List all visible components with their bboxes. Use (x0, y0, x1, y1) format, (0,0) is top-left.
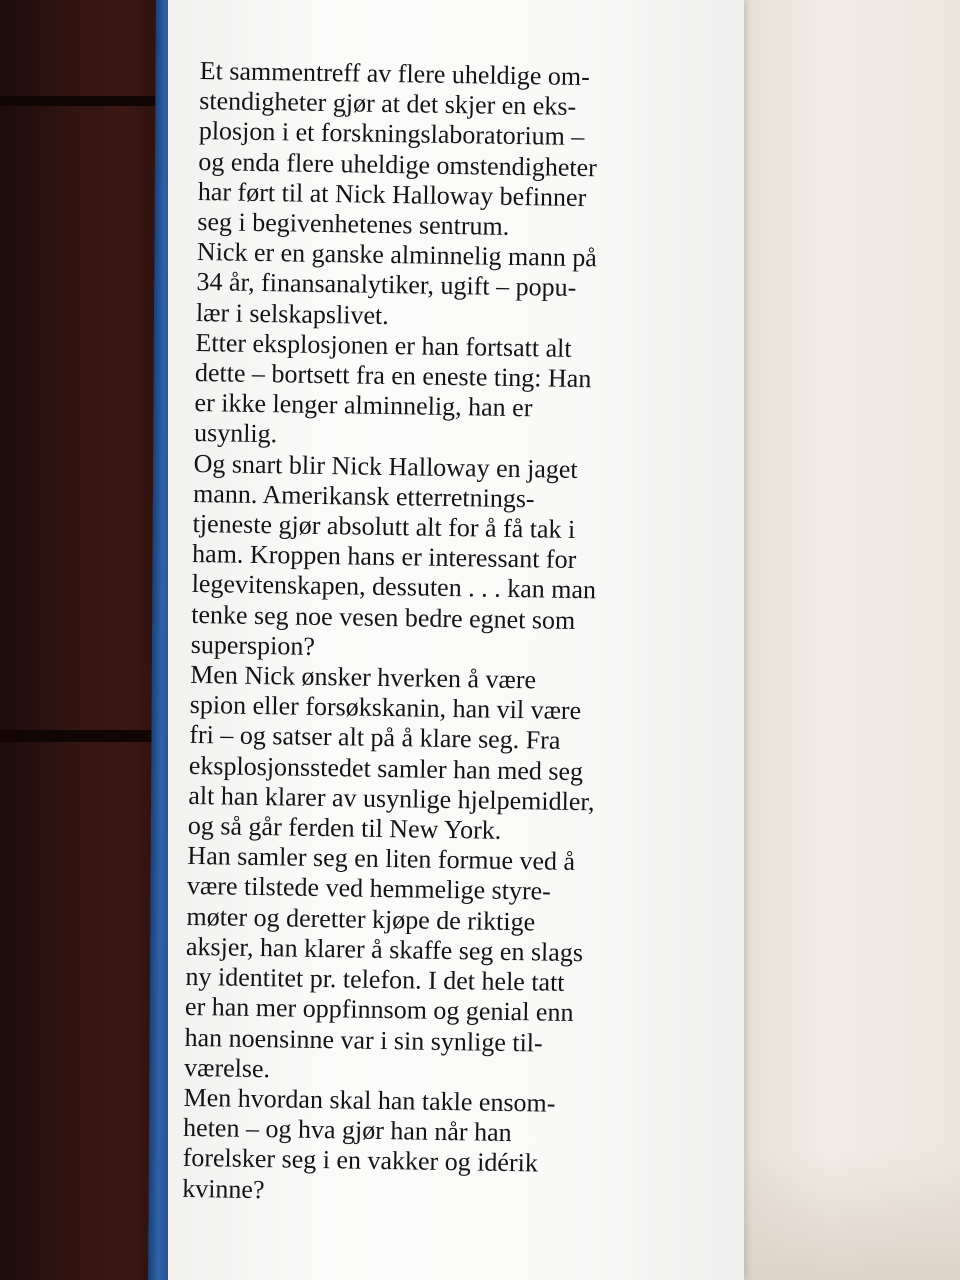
blurb-line: han noensinne var i sin synlige til- (184, 1022, 543, 1058)
blurb-line: forelsker seg i en vakker og idérik (182, 1143, 539, 1178)
blurb-line: ham. Kroppen hans er interessant for (191, 539, 577, 575)
blurb-line: tjeneste gjør absolutt alt for å få tak i (192, 508, 576, 544)
blurb-line: værelse. (183, 1052, 271, 1083)
blurb-line: 34 år, finansanalytiker, ugift – popu- (196, 267, 577, 303)
blurb-line: superspion? (190, 629, 316, 661)
background-wall (740, 0, 960, 1280)
blurb-line: plosjon i et forskningslaboratorium – (198, 116, 585, 152)
blurb-line: Men hvordan skal han takle ensom- (183, 1082, 556, 1118)
blurb-line: dette – bortsett fra en eneste ting: Han (194, 357, 592, 394)
blurb-line: mann. Amerikansk etterretnings- (192, 478, 535, 514)
blurb-line: og så går ferden til New York. (187, 810, 502, 845)
blurb-line: Nick er en ganske alminnelig mann på (196, 237, 598, 273)
blurb-line: lær i selskapslivet. (195, 297, 390, 330)
blurb-line: Men Nick ønsker hverken å være (190, 659, 537, 695)
blurb-line: tenke seg noe vesen bedre egnet som (191, 599, 576, 635)
blurb-line: Et sammentreff av flere uheldige om- (199, 56, 591, 92)
blurb-line: møter og deretter kjøpe de riktige (186, 901, 536, 937)
back-cover-blurb (182, 56, 680, 1211)
blurb-line: eksplosjonsstedet samler han med seg (188, 750, 584, 786)
blurb-line: er ikke lenger alminnelig, han er (194, 388, 533, 423)
blurb-line: stendigheter gjør at det skjer en eks- (199, 86, 577, 122)
blurb-line: har ført til at Nick Halloway befinner (197, 176, 587, 212)
blurb-line: fri – og satser alt på å klare seg. Fra (189, 720, 561, 756)
blurb-line: ny identitet pr. telefon. I det hele tatt (185, 961, 565, 997)
blurb-line: kvinne? (181, 1173, 265, 1204)
blurb-line: spion eller forsøkskanin, han vil være (189, 690, 582, 726)
blurb-line: er han mer oppfinnsom og genial enn (184, 992, 574, 1028)
table-plank-gap (0, 96, 175, 106)
blurb-line: heten – og hva gjør han når han (182, 1112, 512, 1148)
wall-shadow (740, 1150, 960, 1280)
blurb-line: alt han klarer av usynlige hjelpemidler, (188, 780, 595, 817)
blurb-line: aksjer, han klarer å skaffe seg en slags (185, 931, 584, 968)
table-plank-gap (0, 730, 175, 742)
blurb-line: være tilstede ved hemmelige styre- (186, 871, 552, 907)
blurb-line: Og snart blir Nick Halloway en jaget (193, 448, 578, 484)
blurb-line: og enda flere uheldige omstendigheter (198, 146, 598, 182)
blurb-line: legevitenskapen, dessuten . . . kan man (191, 569, 597, 605)
blurb-line: usynlig. (193, 418, 278, 449)
blurb-line: Han samler seg en liten formue ved å (187, 841, 576, 877)
blurb-line: seg i begivenhetenes sentrum. (197, 206, 510, 241)
blurb-line: Etter eksplosjonen er han fortsatt alt (195, 327, 572, 363)
